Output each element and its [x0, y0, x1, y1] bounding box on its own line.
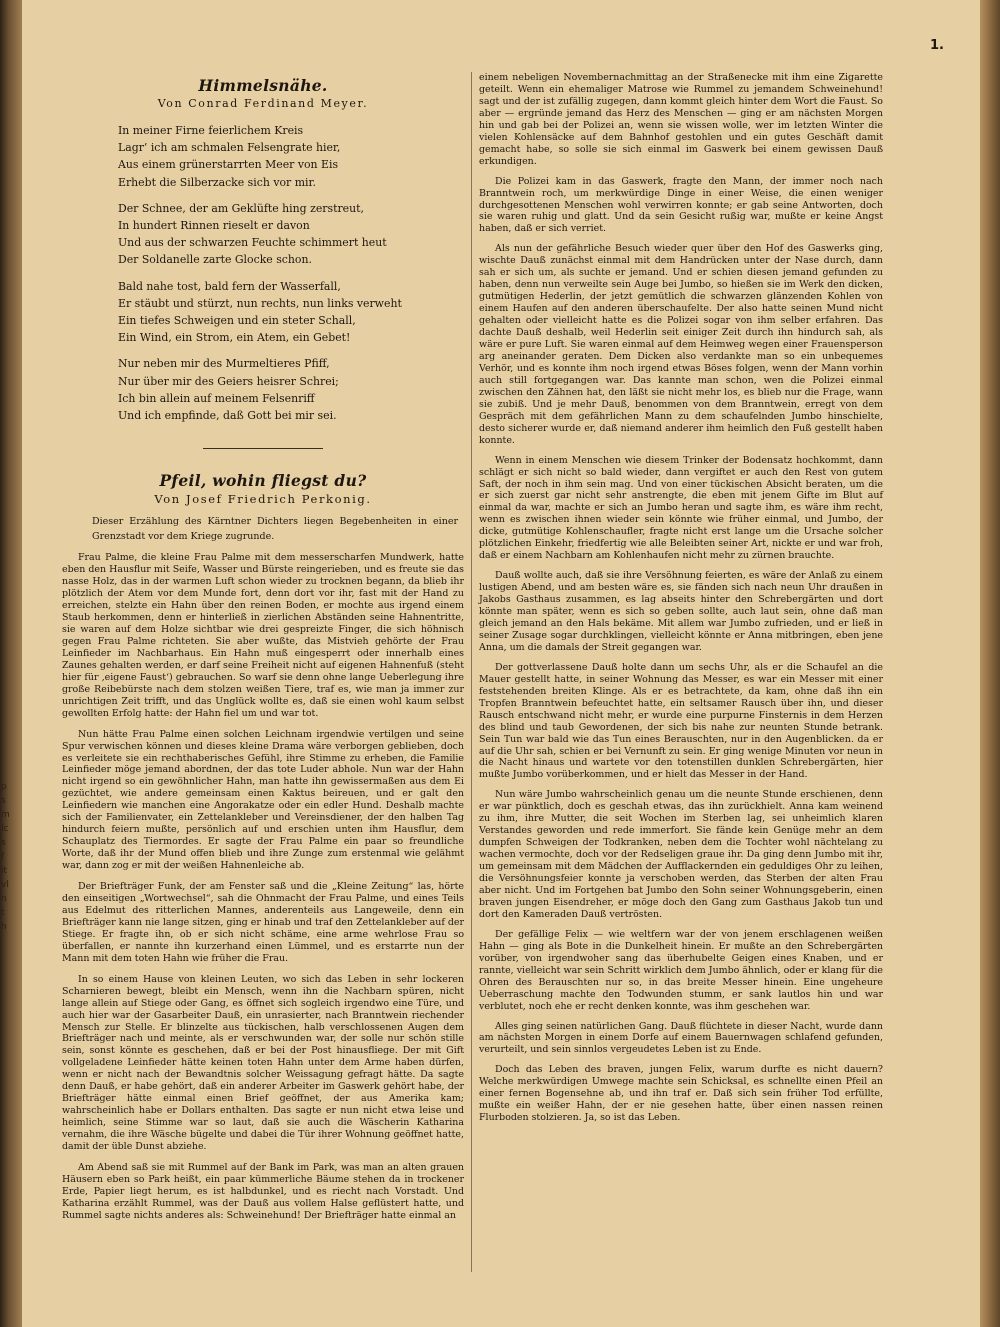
story-paragraph: Die Polizei kam in das Gaswerk, fragte den Mann, der immer noch nach Branntwein roch, um merkwürdige Dinge in einer Weise, die einen weniger durchgesottenen Menschen wohl verwirren konnte; er gab seine Antworten, doch sie waren ruhig und glatt. Und da sein Gesicht rußig war, mußte er keine Angst haben, daß er sich verriet. — [479, 175, 883, 235]
story-paragraph: Der Briefträger Funk, der am Fenster saß und die „Kleine Zeitung“ las, hörte den einseitigen „Wortwechsel“, sah die Ohnmacht der Frau Palme, und eines Teils aus Edelmut des ritterlichen Mannes, anderenteils aus Langeweile, denn ein Briefträger kann nie lange sitzen, ging er hinab und traf den Zettelankleber auf der Stiege. Er fragte ihn, ob er sich nicht schäme, eine arme wehrlose Frau so überfallen, er nannte ihn kurzerhand einen Lümmel, und es erstarrte nun der Mann mit dem toten Hahn wie früher die Frau. — [62, 881, 464, 964]
poem-line: Der Schnee, der am Geklüfte hing zerstreut, — [118, 201, 364, 215]
poem-stanza — [118, 122, 464, 191]
poem-line: Nur über mir des Geiers heisrer Schrei; — [118, 374, 339, 388]
story-paragraph: Dauß wollte auch, daß sie ihre Versöhnung feierten, es wäre der Anlaß zu einem lustigen Abend, und am besten wäre es, sie fänden sich nach neun Uhr draußen in Jakobs Gasthaus zusammen, es lag abseits hinter den Schrebergärten und dort könnte man später, wenn es sich so geben sollte, auch laut sein, ohne daß man gleich jemand an den Hals bekäme. Mit allem war Jumbo zufrieden, und er ließ in seiner Zusage sogar durchklingen, vielleicht könnte er Anna mitbringen, eben jene Anna, um die damals der Streit gegangen war. — [479, 570, 883, 653]
page-number: 1. — [930, 38, 944, 53]
story-paragraph: Doch das Leben des braven, jungen Felix, warum durfte es nicht dauern? Welche merkwürdigen Umwege machte sein Schicksal, es schnellte einen Pfeil an einer fernen Bogensehne ab, und ihn traf er. Daß sich sein früher Tod erfüllte, mußte ein weißer Hahn, der er nie gesehen hatte, über einen nassen reinen Flurboden stolzieren. Ja, so ist das Leben. — [479, 1064, 883, 1124]
section-rule — [203, 448, 323, 449]
adjacent-page-text: p s m lc s f lt vl n t h — [1, 782, 10, 932]
story-paragraph: Frau Palme, die kleine Frau Palme mit dem messerscharfen Mundwerk, hatte eben den Hausflur mit Seife, Wasser und Bürste reingerieben, und es freute sie das nasse Holz, das in der warmen Luft schon wieder zu trocknen begann, da blieb ihr plötzlich der Atem vor dem Munde fort, denn dort vor ihr, fast mit der Hand zu erreichen, stelzte ein Hahn über den reinen Boden, er mochte aus irgend einem Staub herkommen, denn er hinterließ in zierlichen Abständen seine Hahnentritte, sie waren auf dem Holze sichtbar wie drei gespreizte Finger, die sich höhnisch gegen Frau Palme richteten. Sie aber wußte, das Mistvieh gehörte der Frau Leinfieder im Nachbarhaus. Ein Hahn muß eingesperrt oder innerhalb eines Zaunes gehalten werden, er darf seine Freiheit nicht auf eigenen Hahnenfuß (steht hier für ‚eigene Faust‘) gebrauchen. So warf sie denn ohne lange Ueberlegung ihre große Reibebürste nach dem stolzen weißen Tiere, traf es, wie man ja immer zur unrichtigen Zeit trifft, und das Unglück wollte es, daß sie einen wohl kaum selbst gewollten Erfolg hatte: der Hahn fiel um und war tot. — [62, 552, 464, 719]
story-paragraph: Wenn in einem Menschen wie diesem Trinker der Bodensatz hochkommt, dann schlägt er sich nicht so bald wieder, dann vergiftet er auch den Rest von gutem Saft, der noch in ihm sein mag. Und von einer tückischen Absicht beraten, um die er sich zuerst gar nicht sehr anstrengte, die eben mit jenem Gifte im Blut auf einmal da war, machte er sich an Jumbo heran und sagte ihm, es wäre ihm recht, wenn es zwischen ihnen wieder sein könnte wie früher einmal, und Jumbo, der dicke, gutmütige Kohlenschaufler, fragte nicht erst lange um die Ursache solcher plötzlichen Einkehr, friedfertig wie alle Beleibten seiner Art, nickte er und war froh, daß er einem Nachbarn am Kohlenhaufen nicht mehr zu zürnen brauchte. — [479, 454, 883, 562]
left-column — [62, 72, 464, 1231]
poem-author: Von Conrad Ferdinand Meyer. — [157, 97, 369, 110]
story-paragraph: In so einem Hause von kleinen Leuten, wo sich das Leben in sehr lockeren Scharnieren bewegt, bleibt ein Mensch, wenn ihn die Nachbarn spüren, nicht lange allein auf Stiege oder Gang, es öffnet sich sogleich irgendwo eine Türe, und auch hier war der Gasarbeiter Dauß, ein unrasierter, nach Branntwein riechender Mensch zur Stelle. Er blinzelte aus tückischen, halb verschlossenen Augen dem Briefträger nach und meinte, als er verschwunden war, der solle nur schön stille sein, sonst könnte es geschehen, daß er bei der Post hinausfliege. Der mit Gift vollgeladene Leinfieder hätte keinen toten Hahn unter dem Arme haben dürfen, wenn er nicht nach der Bewandtnis solcher Weissagung gefragt hätte. Da sagte denn Dauß, er habe gehört, daß ein anderer Arbeiter im Gaswerk gehört habe, der Briefträger hätte einmal einen Brief geöffnet, der aus Amerika kam; wahrscheinlich habe er Dollars enthalten. Das sagte er nun nicht etwa leise und heimlich, seine Stimme war so laut, daß sie auch die Wäscherin Katharina vernahm, die ihre Wäsche bügelte und dabei die Tür ihrer Wohnung geöffnet hatte, damit der üble Dunst abziehe. — [62, 973, 464, 1153]
story-paragraph: Der gefällige Felix — wie weltfern war der von jenem erschlagenen weißen Hahn — ging als Bote in die Dunkelheit hinein. Er mußte an den Schrebergärten vorüber, von irgendwoher sang das überhubelte Geigen eines Knaben, und er rannte, vielleicht war sein Schritt wirklich dem Jumbo ähnlich, oder er klang für die Ohren des Berauschten nur so, in das breite Messer hinein. Eine ungeheure Ueberraschung machte den Todwunden stumm, er sank lautlos hin und war verblutet, noch ehe er recht denken konnte, was ihm geschehen war. — [479, 928, 883, 1012]
story-paragraph: Als nun der gefährliche Besuch wieder quer über den Hof des Gaswerks ging, wischte Dauß zunächst einmal mit dem Handrücken unter der Nase durch, dann sah er sich um, als suchte er jemand. Und er schien diesen jemand gefunden zu haben, denn nun verweilte sein Auge bei Jumbo, so hießen sie im Werk den dicken, gutmütigen Hederlin, der jetzt gemütlich die schwarzen glänzenden Kohlen von einem Haufen auf den anderen überschaufelte. Der also hatte seinen Mund nicht gehalten oder vielleicht hatte es die Polizei sogar von ihm selber erfahren. Das dachte Dauß deshalb, weil Hederlin seit einiger Zeit durch ihn hindurch sah, als wäre er pure Luft. Sie waren einmal auf dem Heimweg wegen einer Frauensperson arg aneinander geraten. Dem Dicken also verdankte man so ein unbequemes Verhör, und es konnte ihm noch irgend etwas Böses folgen, wenn der Mann vorhin auch still fortgegangen war. Das kannte man schon, wen die Polizei einmal zwischen den Zähnen hat, den läßt sie nicht mehr los, es blieb nur die Frage, wann sie zubiß. Und je mehr Dauß, benommen von dem Branntwein, erregt von dem Gespräch mit dem gefährlichen Mann zu dem schaufelnden Jumbo hinschielte, desto sicherer wurde er, daß niemand anderer ihm heimlich den Fuß gestellt haben konnte. — [479, 243, 883, 446]
story-paragraph: Nun hätte Frau Palme einen solchen Leichnam irgendwie vertilgen und seine Spur verwischen können und dieses kleine Drama wäre verborgen geblieben, doch es verleitete sie ein rechthaberisches Gefühl, ihre Stimme zu erheben, die Familie Leinfieder möge jemand abordnen, der das tote Luder abhole. Nun war der Hahn nicht irgend so ein gewöhnlicher Hahn, man hatte ihn gewissermaßen aus dem Ei gezüchtet, wie andere gemeinsam einen Kaktus beireuen, und er galt den Leinfiedern wie manchen eine Angorakatze oder ein edler Hund. Deshalb machte sich der Familienvater, ein Zettelankleber und Vereinsdiener, der den halben Tag hindurch feiern mußte, persönlich auf und erschien unten ihm Hausflur, dem Schauplatz des Tiermordes. Er sagte der Frau Palme ein paar so freundliche Worte, daß ihr der Mund offen blieb und ihre Zunge zum erstenmal wie gelähmt war, dann zog er mit der weißen Hahnenleiche ab. — [62, 728, 464, 872]
story-title: Pfeil, wohin fliegst du? — [159, 471, 367, 491]
poem-line: Erhebt die Silberzacke sich vor mir. — [118, 175, 316, 189]
poem-line: Ein tiefes Schweigen und ein steter Schall, — [118, 314, 356, 328]
poem-stanza — [118, 278, 464, 347]
poem-line: Er stäubt und stürzt, nun rechts, nun links verweht — [118, 296, 402, 310]
story-paragraph-continued: einem nebeligen Novembernachmittag an der Straßenecke mit ihm eine Zigarette geteilt. Wenn ein ehemaliger Matrose wie Rummel zu jemandem Schweinehund! sagt und der ist zufällig zugegen, dann kommt gleich hinter dem Wort die Faust. So aber — ergründe jemand das Herz des Menschen — ging er am nächsten Morgen hin und gab bei der Polizei an, wenn sie wissen wolle, wer im letzten Winter die vielen Kohlensäcke auf dem Bahnhof gestohlen und ein gutes Geschäft damit gemacht habe, so solle sie sich einmal im Gaswerk bei einem gewissen Dauß erkundigen. — [479, 72, 883, 167]
right-column — [479, 72, 883, 1132]
poem-line: In hundert Rinnen rieselt er davon — [118, 219, 310, 233]
poem-line: Bald nahe tost, bald fern der Wasserfall, — [118, 279, 341, 293]
poem-line: In meiner Firne feierlichem Kreis — [118, 124, 304, 137]
right-page-edge — [980, 0, 1000, 1327]
story-paragraph: Der gottverlassene Dauß holte dann um sechs Uhr, als er die Schaufel an die Mauer gestellt hatte, in seiner Wohnung das Messer, es war ein Messer mit einer feststehenden breiten Klinge. Als er es betrachtete, da kam, ohne daß ihn ein Tropfen Branntwein befeuchtet hatte, ein seltsamer Rausch über ihn, und dieser Rausch entschwand nicht mehr, er wurde eine purpurne Finsternis in dem Herzen des blind und taub Gewordenen, der sich bis nahe zur neunten Stunde betrank. Sein Tun war bald wie das Tun eines Berauschten, nur in den Augenblicken. da er auf die Uhr sah, schien er bei Vernunft zu sein. Er ging wenige Minuten vor neun in die Nacht hinaus und wartete vor den totenstillen dunklen Schrebergärten, hier mußte Jumbo vorüberkommen, und er hielt das Messer in der Hand. — [479, 661, 883, 781]
poem-line: Nur neben mir des Murmeltieres Pfiff, — [118, 357, 330, 371]
poem-title: Himmelsnähe. — [198, 76, 328, 95]
poem-line: Und ich empfinde, daß Gott bei mir sei. — [118, 409, 337, 423]
poem-line: Aus einem grünerstarrten Meer von Eis — [118, 158, 339, 172]
poem-line: Und aus der schwarzen Feuchte schimmert heut — [118, 236, 387, 250]
column-divider — [471, 72, 472, 1272]
poem-line: Lagr’ ich am schmalen Felsengrate hier, — [118, 141, 341, 155]
story-author: Von Josef Friedrich Perkonig. — [154, 492, 372, 507]
poem-line: Ein Wind, ein Strom, ein Atem, ein Gebet! — [118, 331, 351, 345]
left-page-gutter — [0, 0, 22, 1327]
story-paragraph: Am Abend saß sie mit Rummel auf der Bank im Park, was man an alten grauen Häusern eben so Park heißt, ein paar kümmerliche Bäume stehen da in trockener Erde, Papier liegt herum, es ist halbdunkel, und es riecht nach Vorstadt. Und Katharina erzählt Rummel, was der Dauß aus vollem Halse geflüstert hatte, und Rummel sagte nichts anderes als: Schweinehund! Der Briefträger hatte einmal an — [62, 1162, 464, 1221]
story-intro: Dieser Erzählung des Kärntner Dichters liegen Begebenheiten in einer Grenzstadt vor dem Kriege zugrunde. — [92, 516, 458, 543]
story-paragraph: Nun wäre Jumbo wahrscheinlich genau um die neunte Stunde erschienen, denn er war pünktlich, doch es geschah etwas, das ihn zurückhielt. Anna kam weinend zu ihm, ihre Mutter, die seit Wochen im Sterben lag, sei unheimlich klaren Verstandes geworden und rede immerfort. Sie fände kein Genüge mehr an dem dumpfen Schweigen der Todkranken, neben dem die Tochter wohl nächtelang zu wachen vermochte, doch vor der Redseligen graue ihr. Da ging denn Jumbo mit ihr, um gemeinsam mit dem Mädchen der Aufflackernden ein geduldiges Ohr zu leihen, die Versöhnungsfeier konnte ja verschoben werden, das Sterben der alten Frau aber nicht. Und im Fortgehen bat Jumbo den Sohn seiner Wohnungsgeberin, einen braven jungen Eisendreher, er möge doch den Gang zum Gasthaus Jakob tun und dort den Kameraden Dauß vertrösten. — [479, 789, 883, 920]
poem-stanza — [118, 200, 464, 269]
poem-stanza — [118, 355, 464, 424]
poem-body — [118, 122, 464, 424]
poem-line: Der Soldanelle zarte Glocke schon. — [118, 253, 312, 267]
poem-line: Ich bin allein auf meinem Felsenriff — [118, 391, 315, 405]
story-paragraph: Alles ging seinen natürlichen Gang. Dauß flüchtete in dieser Nacht, wurde dann am nächsten Morgen in einem Dorfe auf einem Bauernwagen schlafend gefunden, verurteilt, und sein sinnlos vergeudetes Leben ist zu Ende. — [479, 1020, 883, 1056]
